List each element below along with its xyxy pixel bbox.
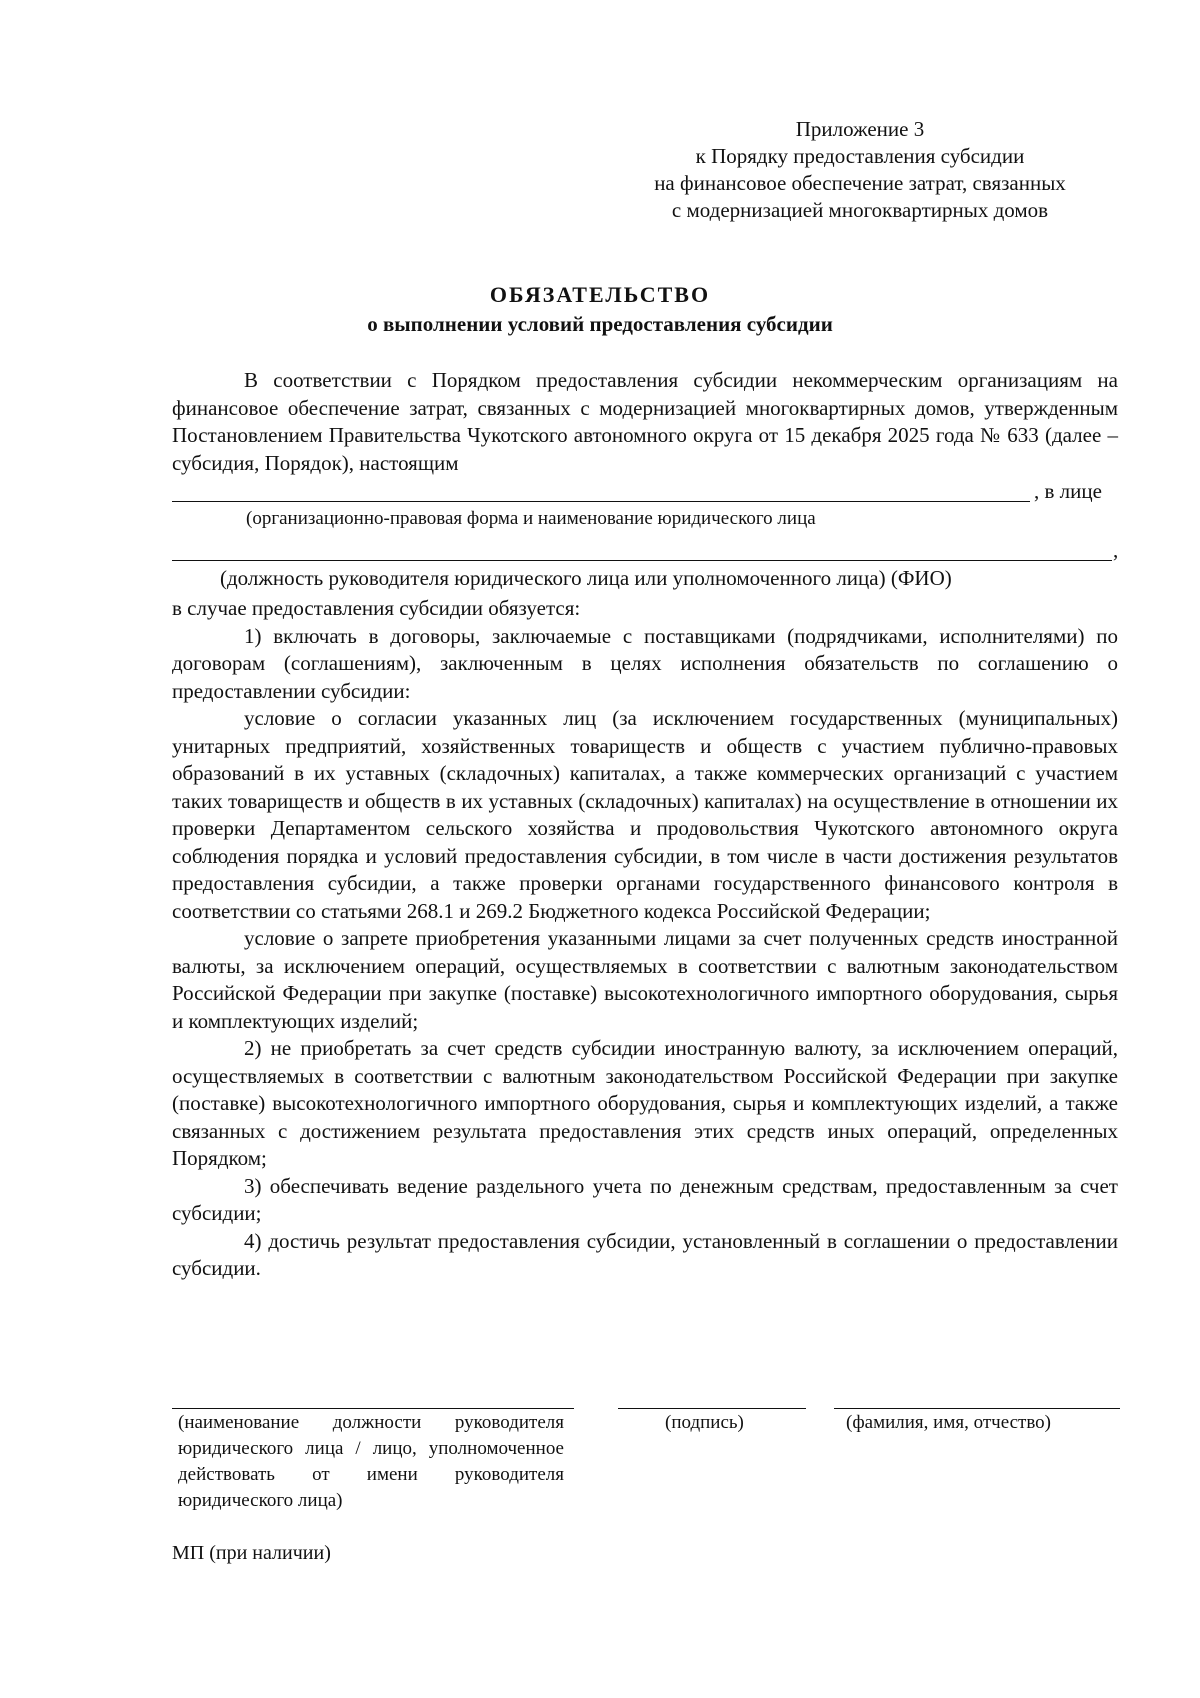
obligations-lead: в случае предоставления субсидии обязуется: [172,596,581,620]
obligations-block [172,595,1118,1283]
appendix-line-1: Приложение 3 [795,117,925,141]
organization-fill-line [172,501,1030,502]
obligation-item-3: 3) обеспечивать ведение раздельного учета по денежным средствам, предоставленным за счет субсидии; [172,1173,1118,1225]
obligation-condition-consent: условие о согласии указанных лиц (за исключением государственных (муниципальных) унитарных предприятий, хозяйственных товариществ и обществ с участием публично-правовых образований в их уставных (складочных) капиталах, а также коммерческих организаций с участием таких товариществ и обществ в их уставных (складочных) капиталах) на осуществление в отношении их проверки Департаментом сельского хозяйства и продовольствия Чукотского автономного округа соблюдения порядка и условий предоставления субсидии, в том числе в части достижения результатов предоставления субсидии, а также проверки органами государственного финансового контроля в соответствии со статьями 268.1 и 269.2 Бюджетного кодекса Российской Федерации; [172,706,1118,923]
appendix-line-2: к Порядку предоставления субсидии [695,144,1025,168]
signature-line [618,1408,806,1409]
stamp-place: МП (при наличии) [172,1542,331,1564]
organization-hint: (организационно-правовая форма и наименование юридического лица [246,508,816,529]
intro-paragraph [172,367,1118,477]
document-subtitle: о выполнении условий предоставления субсидии [367,312,833,336]
position-caption: (наименование должности руководителя юридического лица / лицо, уполномоченное действовать от имени руководителя юридического лица) [178,1412,564,1511]
full-name-caption: (фамилия, имя, отчество) [846,1412,1052,1433]
document-title: ОБЯЗАТЕЛЬСТВО [489,282,711,307]
person-fill-line [172,560,1112,561]
obligation-condition-currency: условие о запрете приобретения указанными лицами за счет полученных средств иностранной валюты, за исключением операций, осуществляемых в соответствии с валютным законодательством Российской Федерации при закупке (поставке) высокотехнологичного импортного оборудования, сырья и комплектующих изделий; [172,926,1118,1033]
person-line-tail: , [1113,538,1119,562]
appendix-header [600,116,1120,224]
full-name-line [834,1408,1120,1409]
appendix-line-3: на финансовое обеспечение затрат, связанных [654,171,1066,195]
intro-text: В соответствии с Порядком предоставления субсидии некоммерческим организациям на финансовое обеспечение затрат, связанных с модернизацией многоквартирных домов, утвержденным Постановлением Правительства Чукотского автономного округа от 15 декабря 2025 года № 633 (далее – субсидия, Порядок), настоящим [172,368,1118,475]
appendix-line-4: с модернизацией многоквартирных домов [671,198,1049,222]
obligation-item-2: 2) не приобретать за счет средств субсидии иностранную валюту, за исключением операций, осуществляемых в соответствии с валютным законодательством Российской Федерации при закупке (поставке) высокотехнологичного импортного оборудования, сырья и комплектующих изделий, а также связанных с достижением результата предоставления этих средств иных операций, определенных Порядком; [172,1036,1118,1170]
signature-caption: (подпись) [665,1412,744,1433]
obligation-item-1: 1) включать в договоры, заключаемые с поставщиками (подрядчиками, исполнителями) по договорам (соглашениям), заключенным в целях исполнения обязательств по соглашению о предоставлении субсидии: [172,623,1118,703]
position-signature-line [172,1408,574,1409]
obligation-item-4: 4) достичь результат предоставления субсидии, установленный в соглашении о предоставлении субсидии. [172,1228,1118,1280]
org-line-tail: , в лице [1034,479,1102,503]
person-hint: (должность руководителя юридического лица или уполномоченного лица) (ФИО) [220,566,952,590]
